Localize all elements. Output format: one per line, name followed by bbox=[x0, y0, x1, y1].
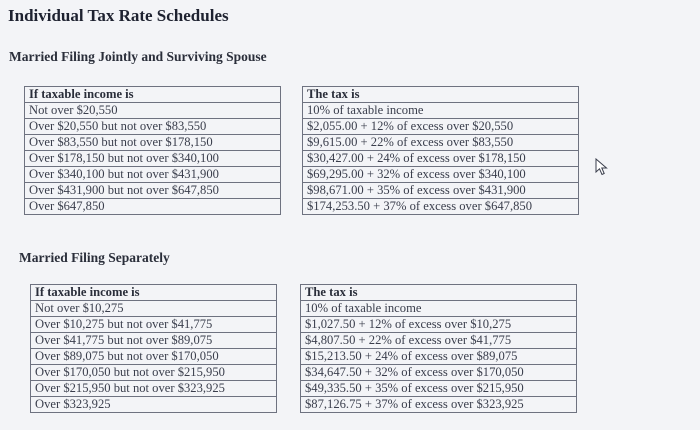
tax-cell: 10% of taxable income bbox=[303, 103, 579, 119]
section-title-married-jointly: Married Filing Jointly and Surviving Spouse bbox=[9, 49, 267, 64]
tax-cell: $87,126.75 + 37% of excess over $323,925 bbox=[301, 397, 577, 413]
table-row bbox=[25, 183, 579, 199]
page-title: Individual Tax Rate Schedules bbox=[8, 6, 229, 25]
table-row bbox=[31, 317, 577, 333]
table-row bbox=[31, 349, 577, 365]
income-cell: Over $20,550 but not over $83,550 bbox=[25, 119, 281, 135]
table-row bbox=[31, 333, 577, 349]
table-row bbox=[31, 301, 577, 317]
table-row bbox=[31, 365, 577, 381]
column-header-income: If taxable income is bbox=[25, 87, 281, 103]
tax-table-married-separately bbox=[30, 284, 577, 413]
column-header-tax: The tax is bbox=[303, 87, 579, 103]
table-row bbox=[25, 119, 579, 135]
tax-cell: $98,671.00 + 35% of excess over $431,900 bbox=[303, 183, 579, 199]
table-header-row bbox=[31, 285, 577, 301]
income-cell: Not over $20,550 bbox=[25, 103, 281, 119]
income-cell: Over $178,150 but not over $340,100 bbox=[25, 151, 281, 167]
table-row bbox=[25, 199, 579, 215]
income-cell: Over $431,900 but not over $647,850 bbox=[25, 183, 281, 199]
income-cell: Over $10,275 but not over $41,775 bbox=[31, 317, 277, 333]
income-cell: Over $170,050 but not over $215,950 bbox=[31, 365, 277, 381]
income-cell: Over $89,075 but not over $170,050 bbox=[31, 349, 277, 365]
tax-cell: $4,807.50 + 22% of excess over $41,775 bbox=[301, 333, 577, 349]
tax-cell: $2,055.00 + 12% of excess over $20,550 bbox=[303, 119, 579, 135]
tax-cell: $49,335.50 + 35% of excess over $215,950 bbox=[301, 381, 577, 397]
income-cell: Over $647,850 bbox=[25, 199, 281, 215]
tax-cell: $1,027.50 + 12% of excess over $10,275 bbox=[301, 317, 577, 333]
column-header-income: If taxable income is bbox=[31, 285, 277, 301]
tax-cell: $15,213.50 + 24% of excess over $89,075 bbox=[301, 349, 577, 365]
tax-cell: $69,295.00 + 32% of excess over $340,100 bbox=[303, 167, 579, 183]
column-header-tax: The tax is bbox=[301, 285, 577, 301]
tax-cell: $30,427.00 + 24% of excess over $178,150 bbox=[303, 151, 579, 167]
tax-table-married-jointly bbox=[24, 86, 579, 215]
income-cell: Over $323,925 bbox=[31, 397, 277, 413]
tax-cell: $174,253.50 + 37% of excess over $647,850 bbox=[303, 199, 579, 215]
income-cell: Over $83,550 but not over $178,150 bbox=[25, 135, 281, 151]
table-row bbox=[31, 381, 577, 397]
tax-cell: $34,647.50 + 32% of excess over $170,050 bbox=[301, 365, 577, 381]
tax-cell: 10% of taxable income bbox=[301, 301, 577, 317]
mouse-pointer-icon bbox=[594, 158, 610, 176]
income-cell: Over $41,775 but not over $89,075 bbox=[31, 333, 277, 349]
table-row bbox=[25, 167, 579, 183]
table-row bbox=[25, 135, 579, 151]
tax-cell: $9,615.00 + 22% of excess over $83,550 bbox=[303, 135, 579, 151]
section-title-married-separately: Married Filing Separately bbox=[19, 250, 170, 265]
income-cell: Over $340,100 but not over $431,900 bbox=[25, 167, 281, 183]
income-cell: Not over $10,275 bbox=[31, 301, 277, 317]
table-row bbox=[25, 103, 579, 119]
table-row bbox=[31, 397, 577, 413]
income-cell: Over $215,950 but not over $323,925 bbox=[31, 381, 277, 397]
table-row bbox=[25, 151, 579, 167]
table-header-row bbox=[25, 87, 579, 103]
